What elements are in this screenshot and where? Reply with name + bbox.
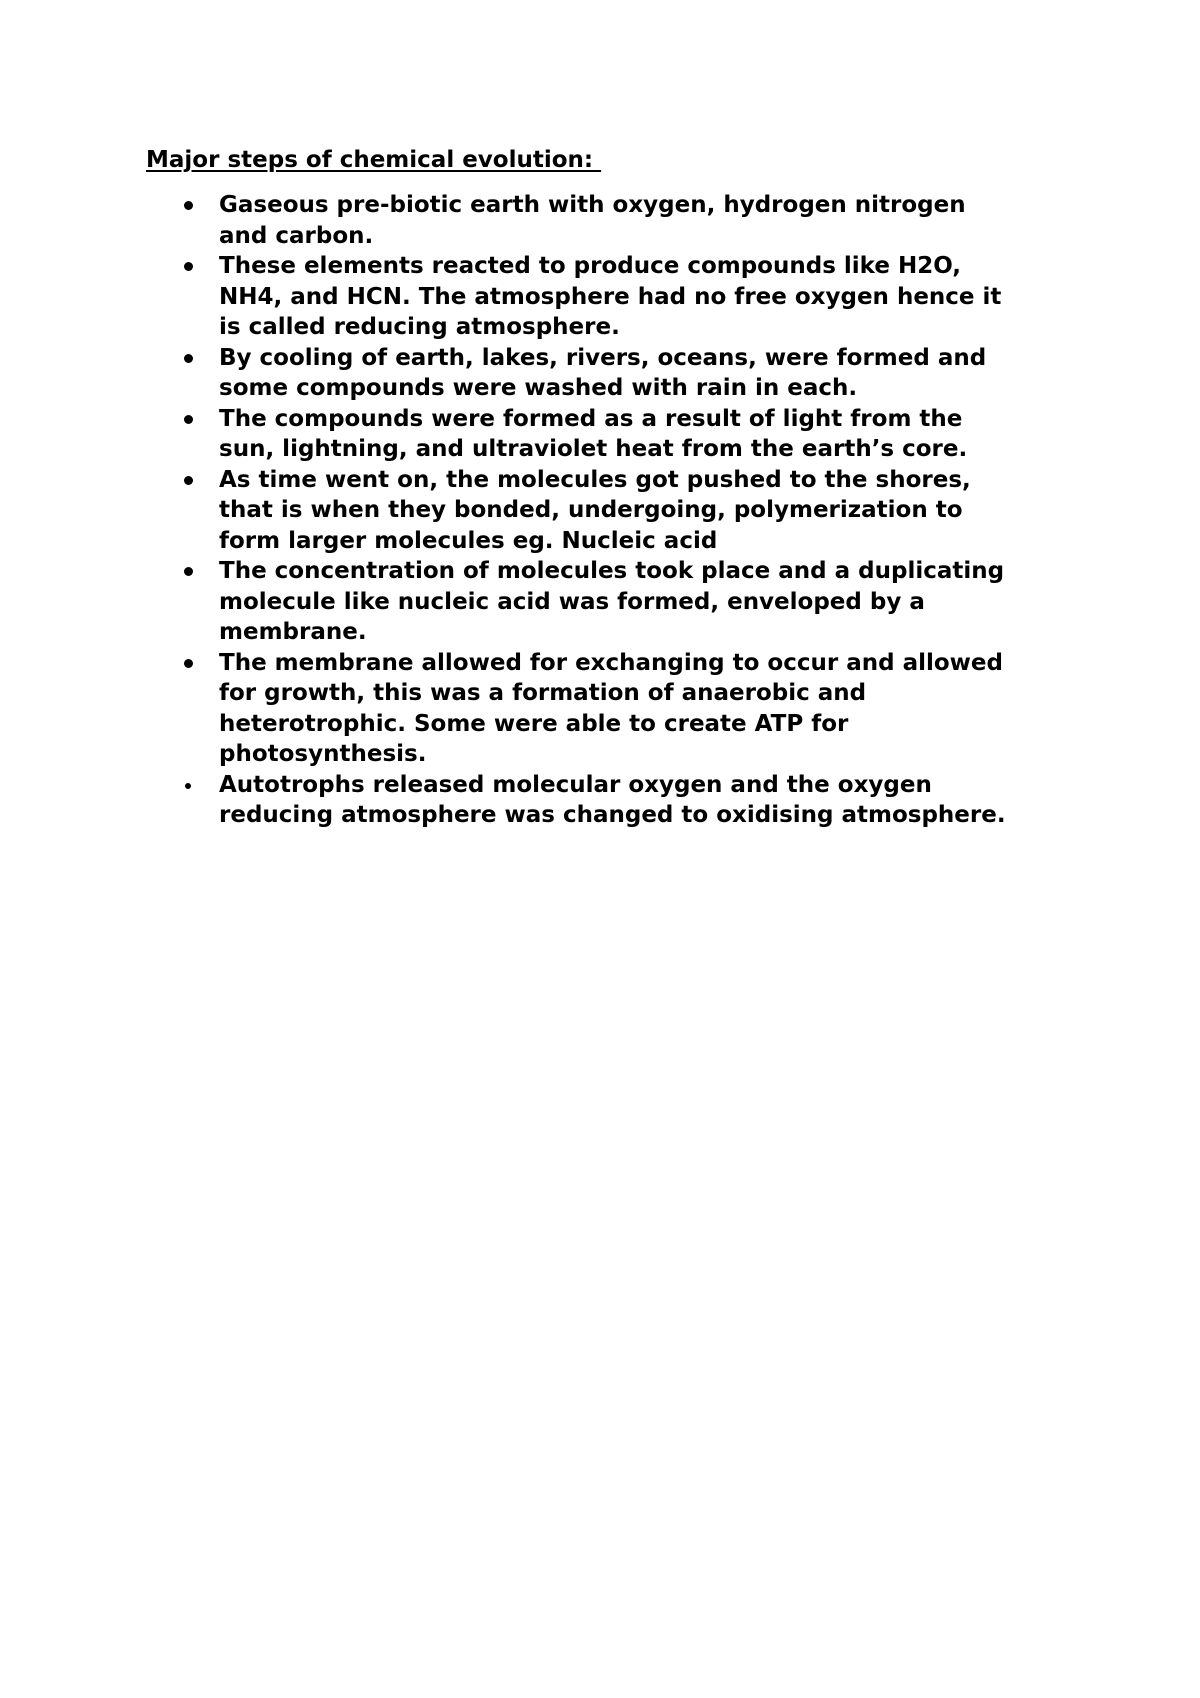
item-line: sun, lightning, and ultraviolet heat from the earth’s core. — [219, 436, 968, 462]
list-item — [178, 556, 1078, 648]
list-item — [178, 404, 1078, 465]
bullet-icon — [184, 262, 193, 271]
page-heading: Major steps of chemical evolution: — [146, 147, 602, 173]
item-line: for growth, this was a formation of anaerobic and — [219, 680, 867, 706]
item-line: that is when they bonded, undergoing, polymerization to — [219, 497, 963, 523]
bullet-icon — [184, 201, 193, 210]
item-line: Autotrophs released molecular oxygen and the oxygen — [219, 771, 932, 798]
list-item — [178, 343, 1078, 404]
item-line: The membrane allowed for exchanging to occur and allowed — [219, 649, 1003, 676]
item-line: photosynthesis. — [219, 741, 427, 767]
item-line: The concentration of molecules took place and a duplicating — [219, 558, 1005, 584]
item-line: form larger molecules eg. Nucleic acid — [219, 527, 718, 554]
item-line: As time went on, the molecules got pushed to the shores, — [219, 466, 971, 493]
item-line: is called reducing atmosphere. — [219, 314, 620, 340]
item-line: The compounds were formed as a result of light from the — [219, 405, 963, 432]
list-item — [178, 648, 1078, 770]
item-line: By cooling of earth, lakes, rivers, oceans, were formed and — [219, 344, 987, 371]
bullet-icon — [184, 659, 193, 668]
item-line: Gaseous pre-biotic earth with oxygen, hydrogen nitrogen — [219, 192, 966, 218]
evolution-steps-list — [178, 190, 1078, 831]
list-item — [178, 190, 1078, 251]
bullet-icon — [184, 415, 193, 424]
item-line: some compounds were washed with rain in each. — [219, 375, 858, 401]
item-line: and carbon. — [219, 222, 374, 249]
list-item — [178, 465, 1078, 557]
list-item — [178, 770, 1078, 831]
item-line: NH4, and HCN. The atmosphere had no free oxygen hence it — [219, 283, 1002, 310]
bullet-icon — [184, 567, 193, 576]
bullet-icon — [184, 354, 193, 363]
item-line: molecule like nucleic acid was formed, enveloped by a — [219, 588, 925, 615]
item-line: These elements reacted to produce compounds like H2O, — [219, 253, 961, 279]
item-line: reducing atmosphere was changed to oxidising atmosphere. — [219, 802, 1006, 828]
bullet-icon — [185, 783, 191, 789]
item-line: membrane. — [219, 619, 367, 645]
bullet-icon — [184, 476, 193, 485]
item-line: heterotrophic. Some were able to create ATP for — [219, 710, 849, 737]
list-item — [178, 251, 1078, 343]
